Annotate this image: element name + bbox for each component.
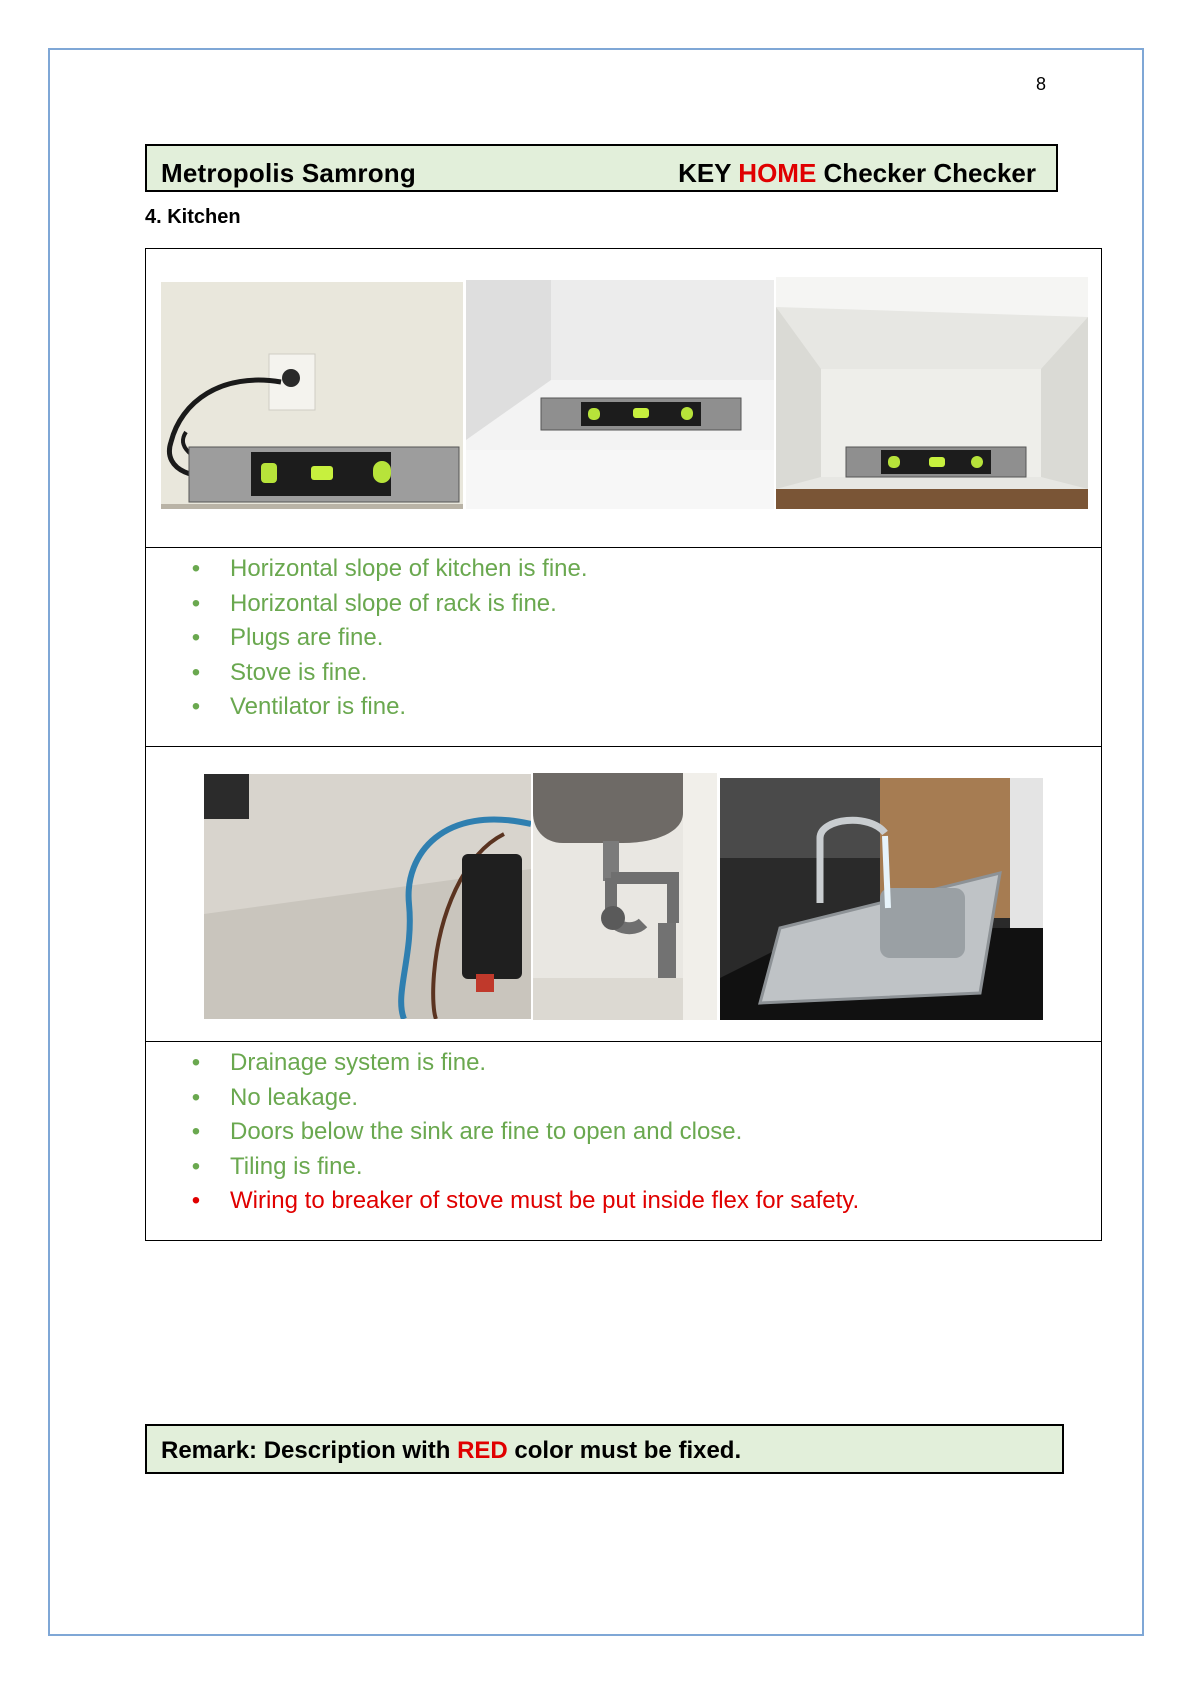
notes-list-1 xyxy=(186,552,588,725)
remark-box xyxy=(145,1424,1064,1474)
list-item: • Ventilator is fine. xyxy=(186,690,588,725)
bullet-icon: • xyxy=(191,693,201,720)
bullet-icon: • xyxy=(191,1118,201,1145)
list-item: • Doors below the sink are fine to open and close. xyxy=(186,1115,859,1150)
project-name: Metropolis Samrong xyxy=(161,158,416,188)
bullet-icon: • xyxy=(191,555,201,582)
list-item: • Plugs are fine. xyxy=(186,621,588,656)
bullet-icon: • xyxy=(191,1049,201,1076)
remark-text: Remark: Description with RED color must be fixed. xyxy=(161,1437,742,1464)
brand-suffix: Checker Checker xyxy=(823,158,1036,188)
list-item: • Horizontal slope of kitchen is fine. xyxy=(186,552,588,587)
brand-highlight: HOME xyxy=(738,158,817,188)
bullet-icon: • xyxy=(191,589,201,617)
list-item: • Stove is fine. xyxy=(186,656,588,691)
list-item: • Tiling is fine. xyxy=(186,1150,859,1185)
sink-drain-pipe-photo xyxy=(533,773,717,1020)
list-item: • Drainage system is fine. xyxy=(186,1046,859,1081)
document-header xyxy=(145,144,1058,192)
breaker-wiring-photo xyxy=(204,774,531,1019)
table-divider xyxy=(146,1041,1101,1042)
section-title: 4. Kitchen xyxy=(145,206,241,228)
bullet-icon: • xyxy=(191,1187,201,1214)
brand-prefix: KEY xyxy=(678,158,732,188)
spirit-level-in-cabinet-photo xyxy=(776,277,1088,509)
spirit-level-on-shelf-photo xyxy=(466,280,774,509)
list-item: • No leakage. xyxy=(186,1081,859,1116)
table-divider xyxy=(146,547,1101,548)
list-item-fix-required: • Wiring to breaker of stove must be put inside flex for safety. xyxy=(186,1184,859,1219)
bullet-icon: • xyxy=(191,1083,201,1111)
inspection-table xyxy=(145,248,1102,1241)
bullet-icon: • xyxy=(191,624,201,651)
remark-highlight: RED xyxy=(457,1437,508,1464)
sink-faucet-photo xyxy=(720,778,1043,1020)
list-item: • Horizontal slope of rack is fine. xyxy=(186,587,588,622)
notes-list-2 xyxy=(186,1046,859,1219)
spirit-level-on-counter-photo xyxy=(161,282,463,509)
table-divider xyxy=(146,746,1101,747)
bullet-icon: • xyxy=(191,658,201,686)
brand-name xyxy=(678,158,1036,189)
bullet-icon: • xyxy=(191,1152,201,1180)
page-number: 8 xyxy=(1036,74,1047,94)
